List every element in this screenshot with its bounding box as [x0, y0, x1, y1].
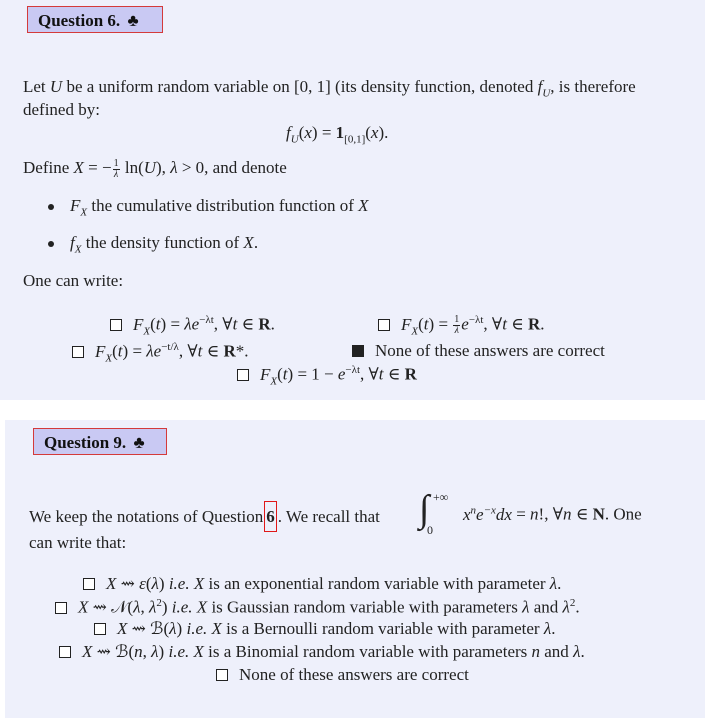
integral-sign: ∫ — [419, 488, 430, 530]
question-9-panel — [5, 420, 705, 718]
q9-option-4[interactable]: X ⇝ ℬ(n, λ) i.e. X is a Binomial random variable with parameters n and λ. — [59, 642, 585, 662]
q9-option-1[interactable]: X ⇝ ε(λ) i.e. X is an exponential random variable with parameter λ. — [83, 574, 561, 594]
checkbox-icon[interactable] — [83, 578, 95, 590]
checkbox-icon[interactable] — [216, 669, 228, 681]
q9-option-5-label: None of these answers are correct — [239, 665, 469, 684]
checkbox-icon[interactable] — [110, 319, 122, 331]
q6-option-1[interactable]: $F_X(t) = \lambda e^{-\lambda t}$, ∀t ∈ R. — [110, 314, 275, 337]
integral-upper-limit: +∞ — [433, 490, 449, 504]
question-reference-link[interactable]: 6 — [264, 501, 277, 532]
q9-intro-post: . We recall that — [277, 507, 380, 526]
checkbox-icon[interactable] — [55, 602, 67, 614]
club-icon: ♣ — [127, 11, 139, 30]
q9-intro-line-1 — [29, 501, 380, 532]
q9-option-5[interactable] — [216, 665, 469, 685]
checkbox-icon[interactable] — [237, 369, 249, 381]
question-6-badge — [27, 6, 163, 33]
q9-option-2[interactable]: X ⇝ 𝒩(λ, $\lambda^2$) i.e. X is Gaussian random variable with parameters λ and $\lambda^2$. — [55, 597, 580, 618]
checkbox-icon[interactable] — [94, 623, 106, 635]
q6-bullet-cdf: $F_X$ the cumulative distribution function of X — [70, 196, 369, 219]
question-9-badge — [33, 428, 167, 455]
q9-intro-pre: We keep the notations of Question — [29, 507, 264, 526]
q6-option-4[interactable] — [352, 341, 605, 361]
q6-option-2[interactable]: $F_X(t)$ = $\frac{1}{\lambda}$ $e^{-\lambda t}$, ∀t ∈ R. — [378, 314, 545, 337]
q9-integral-body: $x^ne^{-x}dx = n$!, ∀n ∈ N. One — [463, 504, 642, 524]
q6-option-3[interactable]: $F_X(t) = \lambda e^{-t/\lambda}$, ∀t ∈ R*. — [72, 341, 248, 364]
q6-intro-line-1: Let U be a uniform random variable on [0, 1] (its density function, denoted $f_U$, is therefore — [23, 77, 636, 100]
checkbox-icon[interactable] — [378, 319, 390, 331]
q6-option-4-label: None of these answers are correct — [375, 341, 605, 360]
q9-intro-line-2: can write that: — [29, 533, 127, 552]
club-icon: ♣ — [133, 433, 145, 452]
integral-lower-limit: 0 — [427, 523, 433, 537]
question-6-title: Question 6. — [38, 11, 121, 30]
q9-option-3[interactable]: X ⇝ ℬ(λ) i.e. X is a Bernoulli random variable with parameter λ. — [94, 619, 555, 639]
q6-one-can-write: One can write: — [23, 271, 124, 290]
q6-definition-equation: $f_U(x) = 1_{[0,1]}(x)$. — [286, 123, 389, 146]
q6-bullet-density: $f_X$ the density function of X. — [70, 233, 259, 256]
checkbox-icon[interactable] — [72, 346, 84, 358]
q6-option-5[interactable]: $F_X(t) = 1 - e^{-\lambda t}$, ∀t ∈ R — [237, 364, 417, 387]
question-9-title: Question 9. — [44, 433, 127, 452]
q6-define-line: Define X = − $\frac{1}{\lambda}$ ln(U), λ > 0, and denote — [23, 157, 287, 180]
checkbox-icon[interactable] — [59, 646, 71, 658]
checkbox-checked-icon[interactable] — [352, 345, 364, 357]
q6-intro-line-2: defined by: — [23, 100, 100, 119]
